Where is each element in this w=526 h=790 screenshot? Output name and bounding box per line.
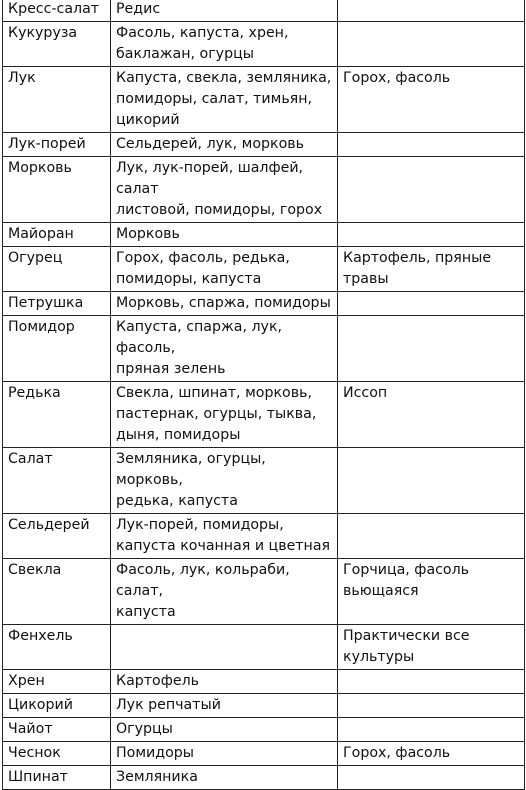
bad-neighbors-cell: Горчица, фасоль вьющаяся <box>338 559 525 625</box>
plant-cell: Чеснок <box>3 742 111 766</box>
table-row <box>3 694 525 718</box>
bad-neighbors-cell <box>338 448 525 514</box>
bad-neighbors-cell <box>338 133 525 157</box>
table-row <box>3 559 525 625</box>
plant-cell: Свекла <box>3 559 111 625</box>
plant-cell: Лук <box>3 67 111 133</box>
plant-cell: Кукуруза <box>3 22 111 67</box>
plant-cell: Хрен <box>3 670 111 694</box>
good-neighbors-cell: Капуста, свекла, земляника, помидоры, салат, тимьян, цикорий <box>111 67 338 133</box>
good-neighbors-cell: Капуста, спаржа, лук, фасоль, пряная зелень <box>111 316 338 382</box>
plant-cell: Морковь <box>3 157 111 223</box>
plant-cell: Чайот <box>3 718 111 742</box>
bad-neighbors-cell <box>338 514 525 559</box>
table-row <box>3 67 525 133</box>
plant-cell: Лук-порей <box>3 133 111 157</box>
bad-neighbors-cell <box>338 22 525 67</box>
good-neighbors-cell: Земляника <box>111 766 338 790</box>
table-row <box>3 766 525 790</box>
table-row <box>3 718 525 742</box>
bad-neighbors-cell <box>338 766 525 790</box>
table-row <box>3 292 525 316</box>
table-row <box>3 157 525 223</box>
table-body <box>3 0 525 790</box>
plant-cell: Помидор <box>3 316 111 382</box>
plant-cell: Петрушка <box>3 292 111 316</box>
table-row <box>3 247 525 292</box>
table-row <box>3 22 525 67</box>
bad-neighbors-cell: Практически все культуры <box>338 625 525 670</box>
table-row <box>3 514 525 559</box>
good-neighbors-cell: Морковь <box>111 223 338 247</box>
plant-cell: Огурец <box>3 247 111 292</box>
table-row <box>3 742 525 766</box>
good-neighbors-cell: Лук, лук-порей, шалфей, салат листовой, помидоры, горох <box>111 157 338 223</box>
good-neighbors-cell: Лук репчатый <box>111 694 338 718</box>
table-row <box>3 625 525 670</box>
table-row <box>3 316 525 382</box>
good-neighbors-cell: Фасоль, лук, кольраби, салат, капуста <box>111 559 338 625</box>
plant-cell: Майоран <box>3 223 111 247</box>
bad-neighbors-cell <box>338 0 525 22</box>
bad-neighbors-cell: Иссоп <box>338 382 525 448</box>
bad-neighbors-cell <box>338 292 525 316</box>
bad-neighbors-cell <box>338 316 525 382</box>
companion-planting-table-container <box>2 0 524 790</box>
plant-cell: Редька <box>3 382 111 448</box>
bad-neighbors-cell <box>338 157 525 223</box>
table-row <box>3 133 525 157</box>
plant-cell: Кресс-салат <box>3 0 111 22</box>
bad-neighbors-cell <box>338 694 525 718</box>
good-neighbors-cell: Помидоры <box>111 742 338 766</box>
bad-neighbors-cell <box>338 223 525 247</box>
table-row <box>3 448 525 514</box>
table-row <box>3 382 525 448</box>
good-neighbors-cell: Горох, фасоль, редька, помидоры, капуста <box>111 247 338 292</box>
good-neighbors-cell: Редис <box>111 0 338 22</box>
bad-neighbors-cell <box>338 670 525 694</box>
bad-neighbors-cell: Горох, фасоль <box>338 67 525 133</box>
good-neighbors-cell: Картофель <box>111 670 338 694</box>
plant-cell: Цикорий <box>3 694 111 718</box>
bad-neighbors-cell: Картофель, пряные травы <box>338 247 525 292</box>
plant-cell: Шпинат <box>3 766 111 790</box>
good-neighbors-cell: Огурцы <box>111 718 338 742</box>
plant-cell: Сельдерей <box>3 514 111 559</box>
good-neighbors-cell: Земляника, огурцы, морковь, редька, капуста <box>111 448 338 514</box>
companion-planting-table <box>2 0 525 790</box>
good-neighbors-cell: Лук-порей, помидоры, капуста кочанная и цветная <box>111 514 338 559</box>
good-neighbors-cell: Свекла, шпинат, морковь, пастернак, огурцы, тыква, дыня, помидоры <box>111 382 338 448</box>
good-neighbors-cell: Фасоль, капуста, хрен, баклажан, огурцы <box>111 22 338 67</box>
table-row <box>3 0 525 22</box>
bad-neighbors-cell: Горох, фасоль <box>338 742 525 766</box>
good-neighbors-cell <box>111 625 338 670</box>
table-row <box>3 223 525 247</box>
good-neighbors-cell: Сельдерей, лук, морковь <box>111 133 338 157</box>
good-neighbors-cell: Морковь, спаржа, помидоры <box>111 292 338 316</box>
plant-cell: Фенхель <box>3 625 111 670</box>
table-row <box>3 670 525 694</box>
plant-cell: Салат <box>3 448 111 514</box>
bad-neighbors-cell <box>338 718 525 742</box>
